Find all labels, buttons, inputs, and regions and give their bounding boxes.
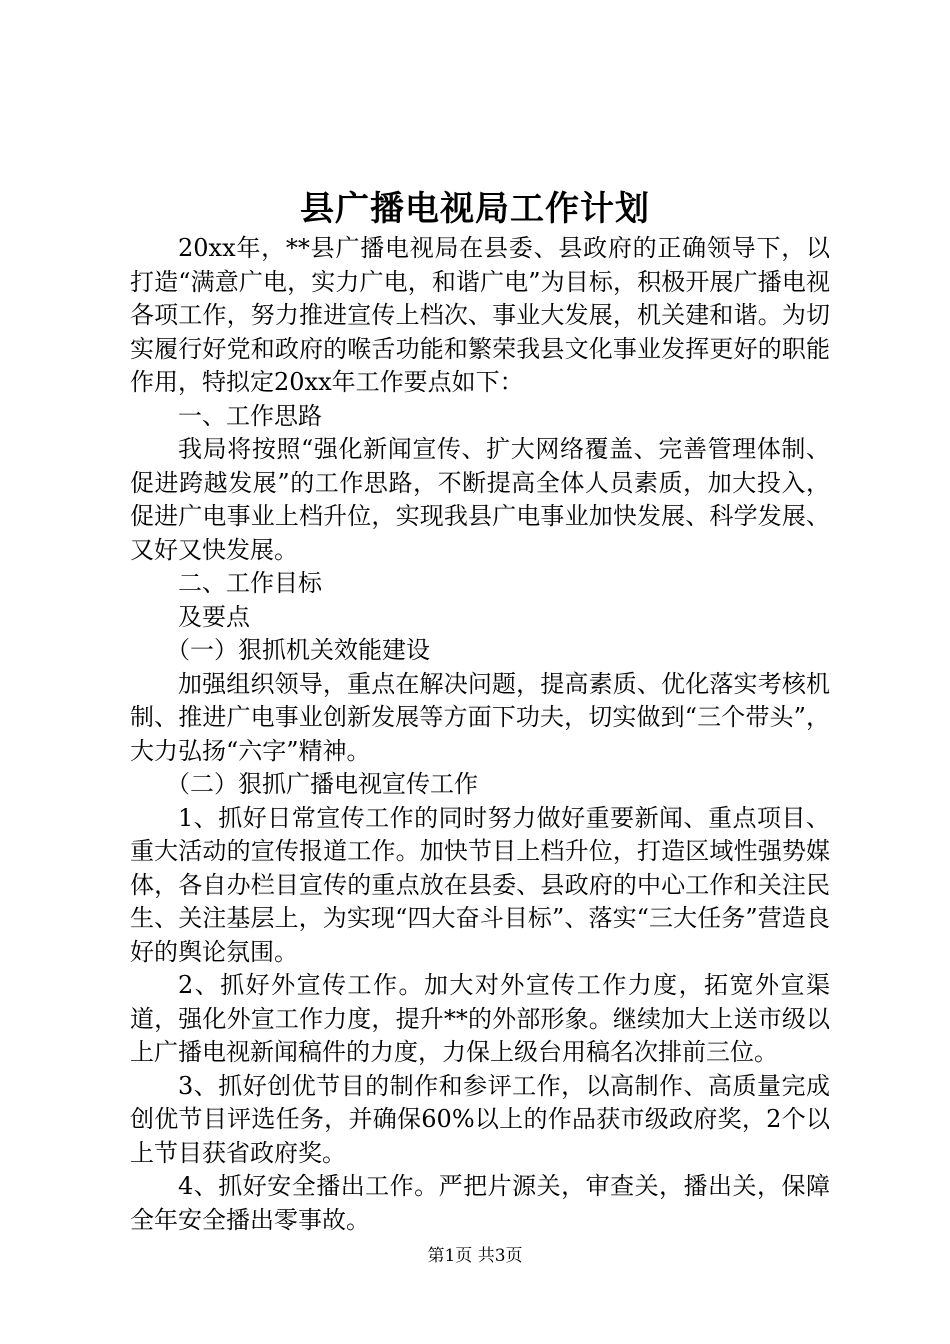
section-heading-work-goals: 二、工作目标 [178,569,322,597]
section-heading-key-points: 及要点 [178,602,250,631]
list-item-award-programs: 3、抓好创优节目的制作和参评工作，以高制作、高质量完成创优节目评选任务，并确保60%以上的作品获市级政府奖，2个以上节目获省政府奖。 [130,1071,830,1167]
page-number-footer: 第1页 共3页 [427,1246,523,1266]
intro-paragraph: 20xx年，**县广播电视局在县委、县政府的正确领导下，以打造“满意广电，实力广电，和谐广电”为目标，积极开展广播电视各项工作，努力推进宣传上档次、事业大发展，机关建和谐。为切实履行好党和政府的喉舌功能和繁荣我县文化事业发挥更好的职能作用，特拟定20xx年工作要点如下： [130,234,830,396]
document-title: 县广播电视局工作计划 [300,189,650,229]
list-item-safe-broadcast: 4、抓好安全播出工作。严把片源关，审查关，播出关，保障全年安全播出零事故。 [130,1172,830,1234]
subsection-heading-publicity: （二）狠抓广播电视宣传工作 [166,770,478,798]
section-heading-work-approach: 一、工作思路 [178,401,322,430]
list-item-external-publicity: 2、抓好外宣传工作。加大对外宣传工作力度，拓宽外宣渠道，强化外宣工作力度，提升**的外部形象。继续加大上送市级以上广播电视新闻稿件的力度，力保上级台用稿名次排前三位。 [130,971,830,1066]
subsection-heading-efficiency: （一）狠抓机关效能建设 [166,636,430,664]
efficiency-paragraph: 加强组织领导，重点在解决问题，提高素质、优化落实考核机制、推进广电事业创新发展等方面下功夫，切实做到“三个带头”，大力弘扬“六字”精神。 [130,669,830,765]
list-item-daily-publicity: 1、抓好日常宣传工作的同时努力做好重要新闻、重点项目、重大活动的宣传报道工作。加快节目上档升位，打造区域性强势媒体，各自办栏目宣传的重点放在县委、县政府的中心工作和关注民生、关注基层上，为实现“四大奋斗目标”、落实“三大任务”营造良好的舆论氛围。 [130,803,830,966]
work-approach-paragraph: 我局将按照“强化新闻宣传、扩大网络覆盖、完善管理体制、促进跨越发展”的工作思路，不断提高全体人员素质，加大投入，促进广电事业上档升位，实现我县广电事业加快发展、科学发展、又好又快发展。 [130,435,830,564]
document-body [130,232,830,1237]
